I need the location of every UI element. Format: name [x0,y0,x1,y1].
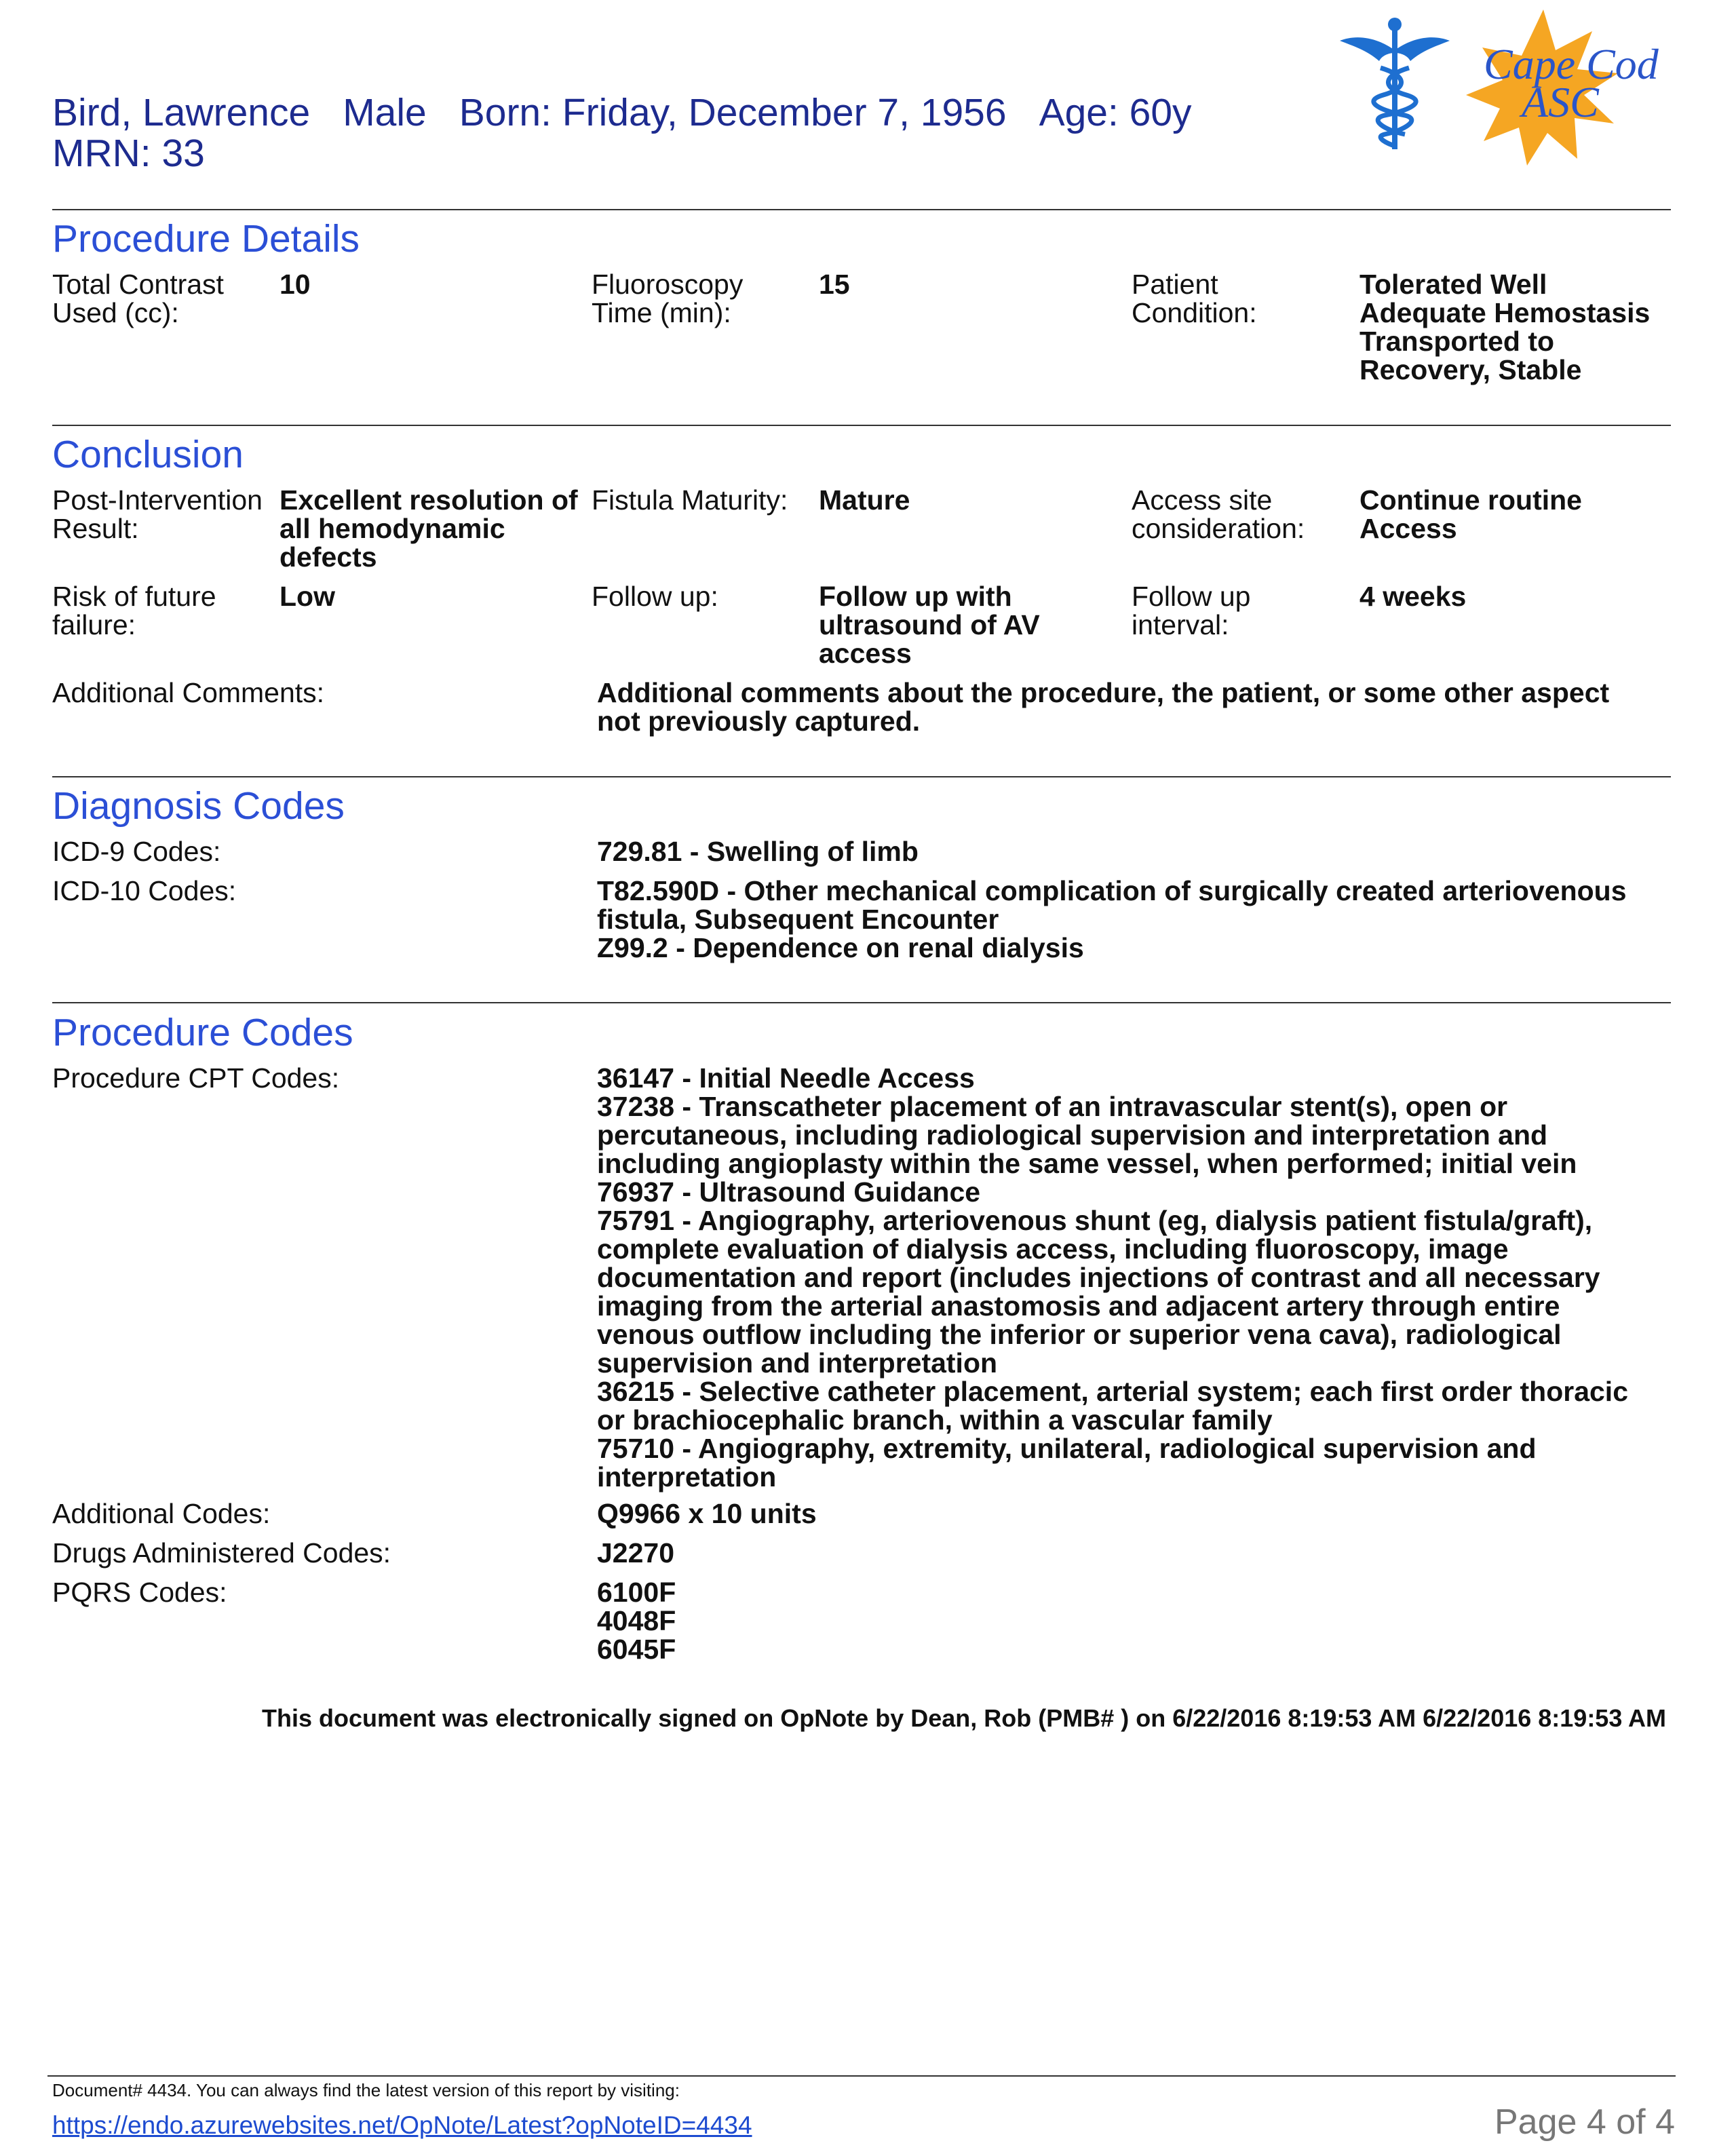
patient-age: Age: 60y [1039,91,1192,134]
patient-header [52,92,1328,174]
section-title-conclusion: Conclusion [52,433,244,476]
value-fistula-maturity: Mature [819,484,910,516]
value-pqrs-codes: 6100F 4048F 6045F [597,1577,676,1665]
label-risk-of-future-failure: Risk of future failure: [52,581,216,640]
label-additional-codes: Additional Codes: [52,1498,271,1529]
cape-cod-asc-logo [1340,8,1679,168]
label-fluoroscopy-time: Fluoroscopy Time (min): [592,269,744,328]
label-follow-up-interval: Follow up interval: [1132,581,1251,640]
value-procedure-cpt-codes: 36147 - Initial Needle Access 37238 - Transcatheter placement of an intravascular stent(s), open or percutaneous, including radiological supervision and interpretation and including angioplasty within the same vessel, when performed; initial vein 76937 - Ultrasound Guidance 75791 - Angiography, arteriovenous shunt (eg, dialysis patient fistula/graft), complete evaluation of dialysis access, including fluoroscopy, image documentation and report (includes injections of contrast and all necessary imaging from the arterial anastomosis and adjacent artery through entire venous outflow including the inferior or superior vena cava), radiological supervision and interpretation 36215 - Selective catheter placement, arterial system; each first order thoracic or brachiocephalic branch, within a vascular family 75710 - Angiography, extremity, unilateral, radiological supervision and interpretation [597,1062,1629,1493]
value-icd9-codes: 729.81 - Swelling of limb [597,836,919,867]
patient-name: Bird, Lawrence [52,91,311,134]
logo-text-asc: ASC [1522,78,1599,126]
latest-version-link[interactable]: https://endo.azurewebsites.net/OpNote/Latest?opNoteID=4434 [52,2111,752,2139]
value-access-site-consideration: Continue routine Access [1359,484,1582,544]
label-total-contrast: Total Contrast Used (cc): [52,269,224,328]
label-post-intervention-result: Post-Intervention Result: [52,484,263,544]
label-fistula-maturity: Fistula Maturity: [592,484,788,516]
section-divider [52,209,1671,210]
footer-document-note: Document# 4434. You can always find the latest version of this report by visiting: [52,2080,680,2100]
value-follow-up-interval: 4 weeks [1359,581,1467,612]
caduceus-icon [1340,18,1450,149]
value-additional-codes: Q9966 x 10 units [597,1498,817,1529]
patient-mrn: MRN: 33 [52,132,205,175]
value-follow-up: Follow up with ultrasound of AV access [819,581,1040,669]
label-access-site-consideration: Access site consideration: [1132,484,1305,544]
section-divider [52,1002,1671,1003]
page-number: Page 4 of 4 [1494,2102,1675,2142]
section-title-diagnosis-codes: Diagnosis Codes [52,784,345,828]
value-fluoroscopy-time: 15 [819,269,850,300]
value-drugs-administered-codes: J2270 [597,1537,675,1568]
value-post-intervention-result: Excellent resolution of all hemodynamic defects [279,484,578,573]
logo-text-cape-cod: Cape Cod [1484,40,1659,88]
footer-divider [47,2075,1676,2077]
section-divider [52,776,1671,777]
label-patient-condition: Patient Condition: [1132,269,1257,328]
label-icd9-codes: ICD-9 Codes: [52,836,221,867]
value-risk-of-future-failure: Low [279,581,335,612]
label-icd10-codes: ICD-10 Codes: [52,875,237,906]
value-total-contrast: 10 [279,269,311,300]
label-drugs-administered-codes: Drugs Administered Codes: [52,1537,391,1568]
label-pqrs-codes: PQRS Codes: [52,1577,227,1608]
value-patient-condition: Tolerated Well Adequate Hemostasis Transported to Recovery, Stable [1359,269,1651,385]
electronic-signature: This document was electronically signed on OpNote by Dean, Rob (PMB# ) on 6/22/2016 8:19:53 AM 6/22/2016 8:19:53 AM [262,1704,1666,1732]
patient-born: Born: Friday, December 7, 1956 [459,91,1007,134]
value-icd10-codes: T82.590D - Other mechanical complication of surgically created arteriovenous fistula, Subsequent Encounter Z99.2 - Dependence on renal dialysis [597,875,1627,963]
label-additional-comments: Additional Comments: [52,677,325,708]
label-procedure-cpt-codes: Procedure CPT Codes: [52,1062,340,1094]
section-divider [52,425,1671,426]
label-follow-up: Follow up: [592,581,718,612]
section-title-procedure-details: Procedure Details [52,217,360,261]
value-additional-comments: Additional comments about the procedure, the patient, or some other aspect not previously captured. [597,677,1610,737]
patient-sex: Male [343,91,427,134]
section-title-procedure-codes: Procedure Codes [52,1011,353,1054]
